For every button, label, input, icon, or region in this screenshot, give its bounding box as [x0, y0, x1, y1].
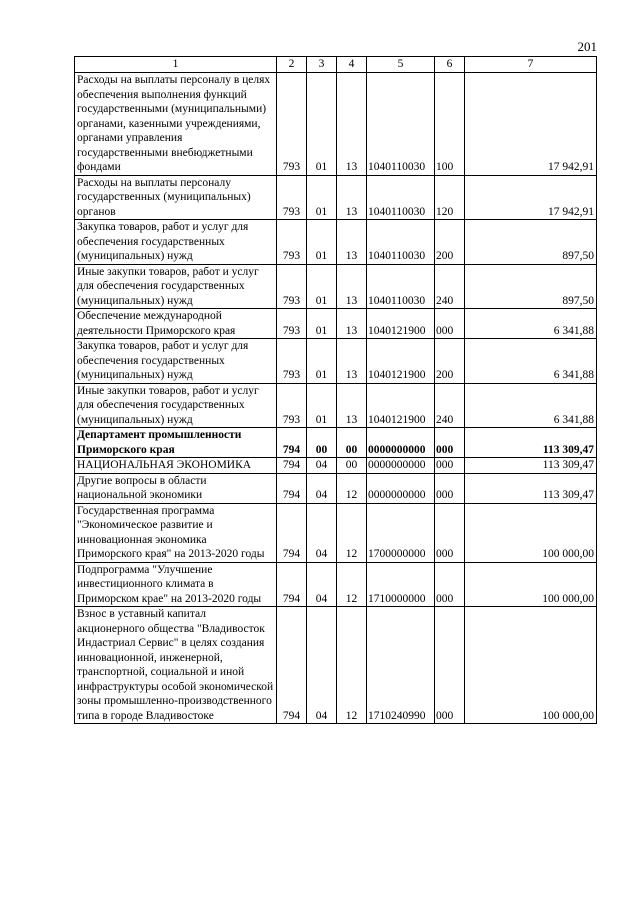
cell-section: 01 [307, 309, 337, 339]
table-row [75, 309, 597, 339]
cell-expense-type: 240 [435, 383, 465, 428]
table-row [75, 339, 597, 384]
cell-expense-type: 000 [435, 473, 465, 503]
cell-target-article: 1040110030 [367, 73, 435, 176]
header-row [75, 57, 597, 73]
cell-target-article: 0000000000 [367, 428, 435, 458]
column-header: 7 [465, 57, 597, 73]
cell-expense-type: 000 [435, 503, 465, 562]
cell-target-article: 1040110030 [367, 175, 435, 220]
cell-admin-code: 793 [277, 220, 307, 265]
row-description: Подпрограмма "Улучшение инвестиционного климата в Приморском крае" на 2013-2020 годы [75, 562, 277, 607]
cell-admin-code: 793 [277, 264, 307, 309]
row-description: Государственная программа "Экономическое развитие и инновационная экономика Приморского края" на 2013-2020 годы [75, 503, 277, 562]
cell-amount: 100 000,00 [465, 607, 597, 724]
cell-subsection: 13 [337, 264, 367, 309]
row-description: Расходы на выплаты персоналу государственных (муниципальных) органов [75, 175, 277, 220]
cell-admin-code: 794 [277, 428, 307, 458]
cell-admin-code: 793 [277, 175, 307, 220]
row-description: Закупка товаров, работ и услуг для обеспечения государственных (муниципальных) нужд [75, 220, 277, 265]
cell-subsection: 13 [337, 309, 367, 339]
cell-expense-type: 000 [435, 607, 465, 724]
cell-admin-code: 794 [277, 503, 307, 562]
row-description: Закупка товаров, работ и услуг для обеспечения государственных (муниципальных) нужд [75, 339, 277, 384]
cell-admin-code: 793 [277, 73, 307, 176]
cell-admin-code: 793 [277, 339, 307, 384]
cell-target-article: 1040110030 [367, 220, 435, 265]
column-header: 2 [277, 57, 307, 73]
column-header: 5 [367, 57, 435, 73]
cell-expense-type: 000 [435, 309, 465, 339]
column-header: 1 [75, 57, 277, 73]
row-description: Взнос в уставный капитал акционерного общества "Владивосток Индастриал Сервис" в целях создания инновационной, инженерной, транспортной, социальной и иной инфраструктуры особой экономической зоны промышленно-производственного типа в городе Владивостоке [75, 607, 277, 724]
cell-target-article: 1040110030 [367, 264, 435, 309]
cell-admin-code: 794 [277, 562, 307, 607]
cell-amount: 6 341,88 [465, 309, 597, 339]
cell-subsection: 13 [337, 73, 367, 176]
page-number: 201 [577, 39, 597, 54]
table-row [75, 473, 597, 503]
table-row [75, 220, 597, 265]
cell-section: 01 [307, 264, 337, 309]
cell-target-article: 0000000000 [367, 473, 435, 503]
cell-amount: 113 309,47 [465, 428, 597, 458]
table-row [75, 562, 597, 607]
cell-amount: 17 942,91 [465, 175, 597, 220]
row-description: НАЦИОНАЛЬНАЯ ЭКОНОМИКА [75, 458, 277, 474]
cell-subsection: 12 [337, 607, 367, 724]
cell-admin-code: 793 [277, 309, 307, 339]
row-description: Департамент промышленности Приморского края [75, 428, 277, 458]
table-row [75, 458, 597, 474]
cell-expense-type: 200 [435, 339, 465, 384]
row-description: Расходы на выплаты персоналу в целях обеспечения выполнения функций государственными (муниципальными) органами, казенными учреждениями, органами управления государственными внебюджетными фондами [75, 73, 277, 176]
cell-amount: 17 942,91 [465, 73, 597, 176]
cell-amount: 113 309,47 [465, 473, 597, 503]
table-row [75, 73, 597, 176]
row-description: Другие вопросы в области национальной экономики [75, 473, 277, 503]
row-description: Обеспечение международной деятельности Приморского края [75, 309, 277, 339]
cell-section: 04 [307, 607, 337, 724]
cell-subsection: 12 [337, 503, 367, 562]
cell-section: 01 [307, 383, 337, 428]
cell-amount: 6 341,88 [465, 339, 597, 384]
row-description: Иные закупки товаров, работ и услуг для обеспечения государственных (муниципальных) нужд [75, 383, 277, 428]
cell-amount: 100 000,00 [465, 562, 597, 607]
table-row [75, 607, 597, 724]
cell-expense-type: 200 [435, 220, 465, 265]
cell-target-article: 0000000000 [367, 458, 435, 474]
table-row [75, 175, 597, 220]
row-description: Иные закупки товаров, работ и услуг для обеспечения государственных (муниципальных) нужд [75, 264, 277, 309]
cell-subsection: 00 [337, 428, 367, 458]
cell-subsection: 13 [337, 339, 367, 384]
column-header: 6 [435, 57, 465, 73]
cell-section: 04 [307, 503, 337, 562]
cell-target-article: 1710240990 [367, 607, 435, 724]
cell-expense-type: 000 [435, 428, 465, 458]
cell-section: 04 [307, 458, 337, 474]
cell-subsection: 12 [337, 562, 367, 607]
column-header: 3 [307, 57, 337, 73]
cell-expense-type: 000 [435, 458, 465, 474]
cell-target-article: 1710000000 [367, 562, 435, 607]
cell-subsection: 13 [337, 220, 367, 265]
cell-admin-code: 793 [277, 383, 307, 428]
cell-admin-code: 794 [277, 473, 307, 503]
cell-section: 01 [307, 175, 337, 220]
cell-admin-code: 794 [277, 458, 307, 474]
cell-section: 04 [307, 473, 337, 503]
column-header: 4 [337, 57, 367, 73]
table-row [75, 503, 597, 562]
table-row [75, 264, 597, 309]
cell-target-article: 1040121900 [367, 383, 435, 428]
cell-target-article: 1040121900 [367, 339, 435, 384]
cell-target-article: 1040121900 [367, 309, 435, 339]
cell-subsection: 00 [337, 458, 367, 474]
cell-expense-type: 240 [435, 264, 465, 309]
cell-amount: 113 309,47 [465, 458, 597, 474]
cell-amount: 6 341,88 [465, 383, 597, 428]
table-row [75, 383, 597, 428]
cell-admin-code: 794 [277, 607, 307, 724]
cell-subsection: 13 [337, 383, 367, 428]
cell-amount: 897,50 [465, 264, 597, 309]
cell-subsection: 13 [337, 175, 367, 220]
table-row [75, 428, 597, 458]
cell-amount: 897,50 [465, 220, 597, 265]
cell-amount: 100 000,00 [465, 503, 597, 562]
cell-subsection: 12 [337, 473, 367, 503]
cell-section: 01 [307, 339, 337, 384]
cell-expense-type: 000 [435, 562, 465, 607]
cell-section: 04 [307, 562, 337, 607]
cell-expense-type: 100 [435, 73, 465, 176]
cell-section: 01 [307, 220, 337, 265]
cell-expense-type: 120 [435, 175, 465, 220]
budget-table [74, 56, 597, 724]
cell-target-article: 1700000000 [367, 503, 435, 562]
cell-section: 00 [307, 428, 337, 458]
cell-section: 01 [307, 73, 337, 176]
